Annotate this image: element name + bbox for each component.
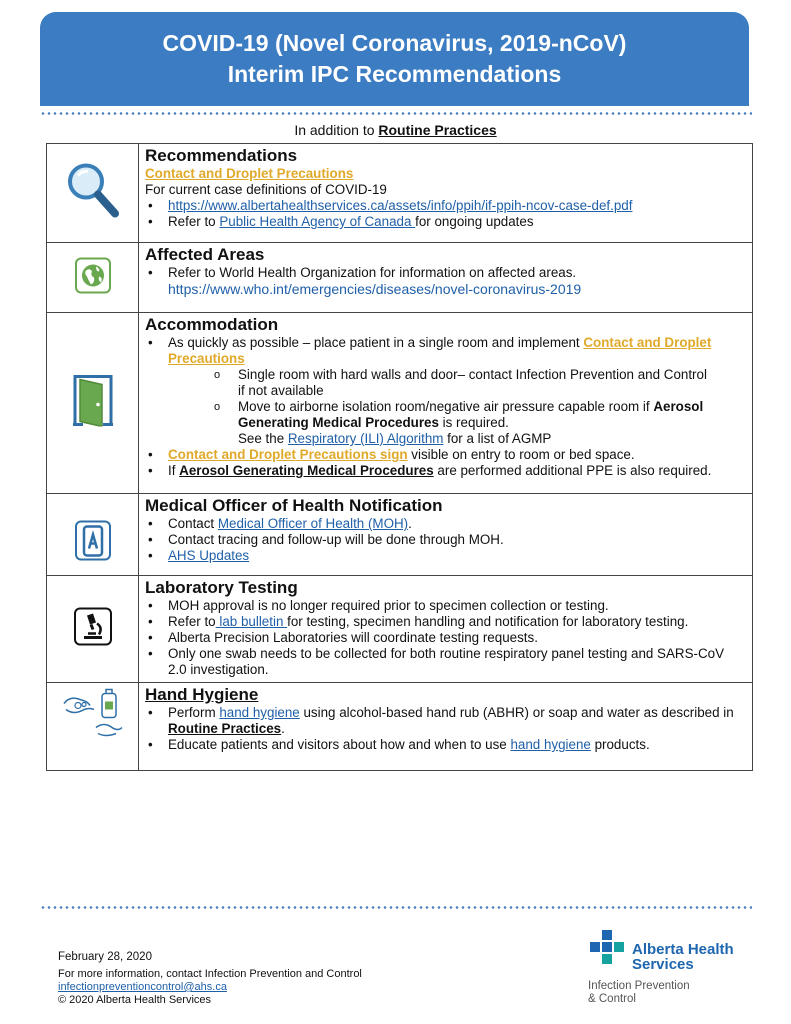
list-item: • Educate patients and visitors about how and when to use hand hygiene products. [145, 737, 746, 753]
ahs-department: Infection Prevention & Control [588, 980, 690, 1005]
row-moh-notification [47, 494, 753, 576]
row-laboratory-testing [47, 576, 753, 683]
row-affected-areas [47, 243, 753, 313]
recommendations-table [46, 143, 753, 771]
list-item: • Refer to lab bulletin for testing, specimen handling and notification for laboratory testing. [145, 614, 746, 630]
ahs-logo [588, 928, 758, 1012]
hand-hygiene-link[interactable]: hand hygiene [510, 737, 591, 752]
document-date: February 28, 2020 [58, 951, 152, 963]
door-icon [71, 375, 115, 432]
magnifier-icon [66, 162, 120, 225]
list-item: • As quickly as possible – place patient in a single room and implement Contact and Droplet Precautions o Single room with hard walls and door– contact Infection Prevention and Control if not available o Move to airborne isolation room/negative air pressure capable room if Aerosol Generating Medical Procedures is required. See the Respiratory (ILI) Algorithm for a list of AGMP [145, 335, 746, 447]
list-item: • If Aerosol Generating Medical Procedures are performed additional PPE is also required. [145, 463, 746, 479]
page-title-line1: COVID-19 (Novel Coronavirus, 2019-nCoV) [162, 30, 627, 56]
case-definition-link[interactable]: https://www.albertahealthservices.ca/assets/info/ppih/if-ppih-ncov-case-def.pdf [168, 198, 633, 213]
phac-link[interactable]: Public Health Agency of Canada [219, 214, 416, 229]
microscope-icon [74, 608, 112, 651]
globe-icon [75, 257, 111, 298]
agmp-link[interactable]: Aerosol Generating Medical Procedures [179, 463, 434, 478]
subtitle: In addition to Routine Practices [294, 122, 497, 138]
accommodation-title: Accommodation [145, 315, 279, 334]
list-item [145, 548, 746, 564]
list-item: • Alberta Precision Laboratories will coordinate testing requests. [145, 630, 746, 646]
page-title-line2: Interim IPC Recommendations [227, 61, 562, 87]
routine-practices-link[interactable]: Routine Practices [168, 721, 282, 736]
row-recommendations: Recommendations Contact and Droplet Precautions For current case definitions of COVID-19 • https://www.albertahealthservices.ca/assets/info/ppih/if-ppih-ncov-case-def.pdf • Refer to Public Health Agency of Canada for ongoing updates [47, 144, 753, 243]
title-banner [40, 12, 749, 106]
ahs-name: Alberta Health Services [632, 941, 734, 973]
who-link[interactable]: https://www.who.int/emergencies/diseases/novel-coronavirus-2019 [168, 281, 582, 297]
ili-algorithm-link[interactable]: Respiratory (ILI) Algorithm [287, 431, 444, 446]
contact-droplet-link[interactable]: Contact and Droplet Precautions [168, 335, 712, 366]
ahs-updates-link[interactable]: AHS Updates [168, 548, 250, 563]
sub-list-item: o Move to airborne isolation room/negative air pressure capable room if Aerosol Generating Medical Procedures is required. See the Respiratory (ILI) Algorithm for a list of AGMP [214, 399, 746, 447]
hand-hygiene-title: Hand Hygiene [145, 685, 259, 704]
list-item: • Refer to World Health Organization for information on affected areas. https://www.who.int/emergencies/diseases/novel-coronavirus-2019 [145, 265, 746, 298]
list-item: • Only one swab needs to be collected for both routine respiratory panel testing and SARS-CoV 2.0 investigation. [145, 646, 746, 678]
sub-list-item: o Single room with hard walls and door– contact Infection Prevention and Control if not available [214, 367, 746, 399]
recommendations-title: Recommendations [145, 146, 298, 165]
hand-hygiene-link[interactable]: hand hygiene [219, 705, 300, 720]
routine-practices-link[interactable]: Routine Practices [378, 122, 497, 138]
row-accommodation [47, 313, 753, 494]
contact-droplet-link[interactable]: Contact and Droplet Precautions [145, 166, 354, 181]
dotted-divider-bottom [40, 906, 752, 909]
email-link[interactable]: infectionpreventioncontrol@ahs.ca [58, 981, 227, 993]
hand-hygiene-icon [60, 688, 126, 745]
list-item: • Contact tracing and follow-up will be done through MOH. [145, 532, 746, 548]
list-item: • Contact and Droplet Precautions sign visible on entry to room or bed space. [145, 447, 746, 463]
list-item: • Contact Medical Officer of Health (MOH). [145, 516, 746, 532]
list-item: • Refer to Public Health Agency of Canada for ongoing updates [145, 214, 746, 230]
list-item: • Perform hand hygiene using alcohol-based hand rub (ABHR) or soap and water as described in Routine Practices. [145, 705, 746, 737]
list-item [145, 198, 746, 214]
row-hand-hygiene [47, 683, 753, 771]
list-item: • MOH approval is no longer required prior to specimen collection or testing. [145, 598, 746, 614]
precautions-sign-link[interactable]: Contact and Droplet Precautions sign [168, 447, 408, 462]
footer-contact: For more information, contact Infection Prevention and Control infectionpreventioncontrol@ahs.ca © 2020 Alberta Health Services [58, 968, 362, 1006]
dotted-divider-top [40, 112, 752, 115]
laboratory-title: Laboratory Testing [145, 578, 298, 597]
ahs-cross-icon [588, 928, 630, 972]
phone-alert-icon [75, 520, 111, 565]
moh-title: Medical Officer of Health Notification [145, 496, 443, 515]
moh-link[interactable]: Medical Officer of Health (MOH) [217, 516, 409, 531]
affected-areas-title: Affected Areas [145, 245, 265, 264]
lab-bulletin-link[interactable]: lab bulletin [215, 614, 288, 629]
